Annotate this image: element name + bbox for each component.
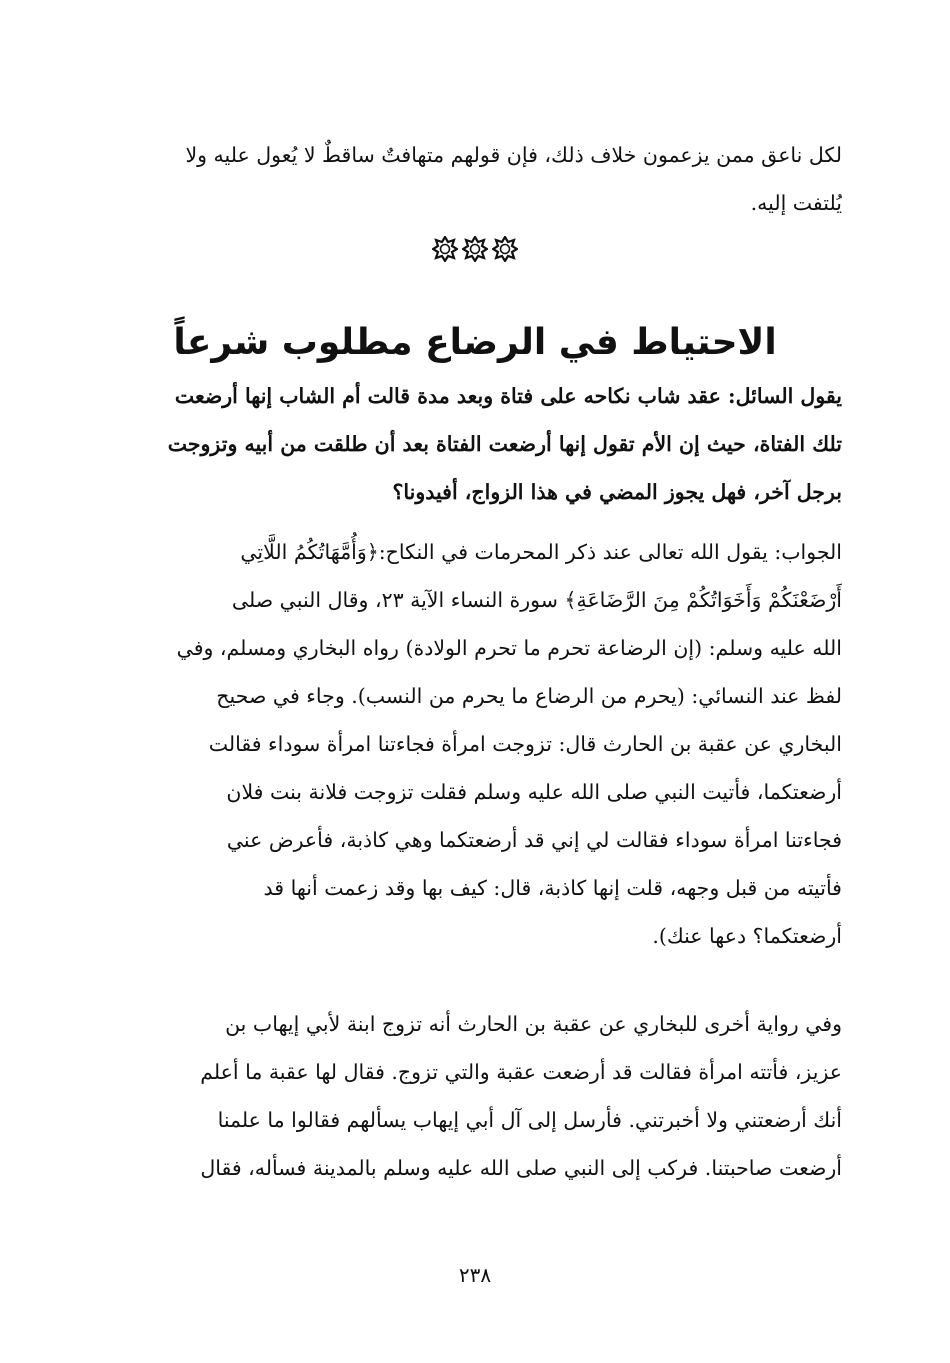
question-line: برجل آخر، فهل يجوز المضي في هذا الزواج، أفيدونا؟: [392, 480, 842, 504]
continuation-line: وفي رواية أخرى للبخاري عن عقبة بن الحارث أنه تزوج ابنة لأبي إيهاب بن: [225, 1012, 842, 1036]
star-ornament-icon: [492, 236, 518, 262]
answer-line: أرضعتكما، فأتيت النبي صلى الله عليه وسلم فقلت تزوجت فلانة بنت فلان: [226, 780, 842, 804]
answer-line: أرضعتكما؟ دعها عنك).: [652, 924, 842, 948]
section-title: الاحتياط في الرضاع مطلوب شرعاً: [173, 322, 777, 363]
intro-line: يُلتفت إليه.: [750, 191, 842, 215]
answer-line: الجواب: يقول الله تعالى عند ذكر المحرمات في النكاح:﴿وَأُمَّهَاتُكُمُ اللَّاتِي: [240, 540, 842, 564]
continuation-line: أرضعت صاحبتنا. فركب إلى النبي صلى الله عليه وسلم بالمدينة فسأله، فقال: [200, 1156, 842, 1180]
question-paragraph: [118, 372, 842, 516]
answer-line: الله عليه وسلم: (إن الرضاعة تحرم ما تحرم الولادة) رواه البخاري ومسلم، وفي: [176, 636, 842, 660]
continuation-line: أنك أرضعتني ولا أخبرتني. فأرسل إلى آل أبي إيهاب يسألهم فقالوا ما علمنا: [217, 1108, 842, 1132]
answer-line: فجاءتنا امرأة سوداء فقالت لي إني قد أرضعتكما وهي كاذبة، فأعرض عني: [226, 828, 842, 852]
intro-line: لكل ناعق ممن يزعمون خلاف ذلك، فإن قولهم متهافتٌ ساقطٌ لا يُعول عليه ولا: [185, 143, 842, 167]
answer-line: البخاري عن عقبة بن الحارث قال: تزوجت امرأة فجاءتنا امرأة سوداء فقالت: [208, 732, 842, 756]
star-ornament-icon: [432, 236, 458, 262]
page-number: ٢٣٨: [458, 1263, 492, 1287]
answer-line: فأتيته من قبل وجهه، قلت إنها كاذبة، قال: كيف بها وقد زعمت أنها قد: [263, 876, 842, 900]
question-line: تلك الفتاة، حيث إن الأم تقول إنها أرضعت الفتاة بعد أن طلقت من أبيه وتزوجت: [167, 432, 842, 456]
continuation-line: عزيز، فأتته امرأة فقالت قد أرضعت عقبة والتي تزوج. فقال لها عقبة ما أعلم: [200, 1060, 842, 1084]
section-separator: [0, 236, 950, 262]
answer-line: لفظ عند النسائي: (يحرم من الرضاع ما يحرم من النسب). وجاء في صحيح: [216, 684, 842, 708]
answer-line: أَرْضَعْنَكُمْ وَأَخَوَاتُكُمْ مِنَ الرَّضَاعَةِ﴾ سورة النساء الآية ٢٣، وقال النبي صلى: [231, 588, 842, 612]
intro-paragraph: [118, 131, 842, 227]
star-ornament-icon: [462, 236, 488, 262]
continuation-paragraph: [118, 1000, 842, 1192]
answer-paragraph: [118, 528, 842, 960]
question-line: يقول السائل: عقد شاب نكاحه على فتاة وبعد مدة قالت أم الشاب إنها أرضعت: [174, 384, 842, 408]
